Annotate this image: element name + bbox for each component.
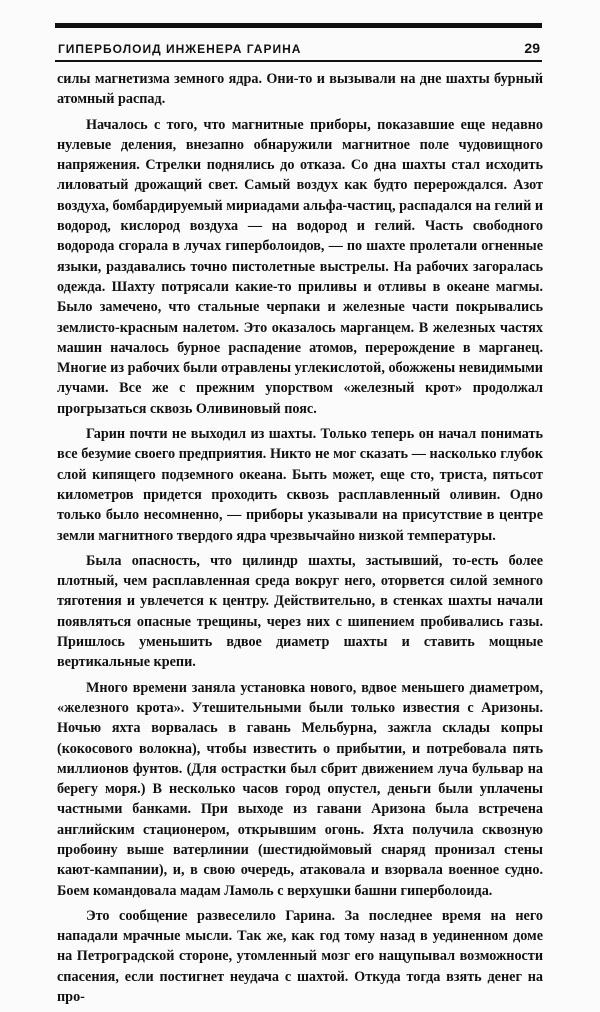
paragraph-6: Это сообщение развеселило Гарина. За последнее время на него нападали мрачные мысли. Так же, как год тому назад в уединенном доме на Петроградской стороне, утомленный мозг его нащупывал возможности спасения, если постигнет неудача с шахтой. Откуда тогда взять денег на про-: [57, 907, 543, 1006]
paragraph-4: Была опасность, что цилиндр шахты, застывший, то-есть более плотный, чем расплавленная среда вокруг него, оторвется силой земного тяготения и увлечется к центру. Действительно, в стенках шахты начали появляться опасные трещины, через них с шипением пробивались газы. Пришлось уменьшить вдвое диаметр шахты и ставить мощные вертикальные крепи.: [57, 552, 543, 671]
body-text: [57, 69, 543, 1012]
page-number: 29: [524, 40, 540, 56]
header-top-rule: [55, 23, 542, 28]
header-bottom-rule: [55, 60, 542, 62]
running-head: [58, 38, 540, 60]
paragraph-1: силы магнетизма земного ядра. Они-то и вызывали на дне шахты бурный атомный распад.: [57, 71, 543, 108]
paragraph-5: Много времени заняла установка нового, вдвое меньшего диаметром, «железного крота». Утешительными были только известия с Аризоны. Ночью яхта ворвалась в гавань Мельбурна, зажгла склады копры (кокосового волокна), чтобы известить о прибытии, и потребовала пять миллионов фунтов. (Для острастки был сбрит движением луча бульвар на берегу моря.) В несколько часов город опустел, деньги были уплачены частными банками. При выходе из гавани Аризона была встречена английским стационером, открывшим огонь. Яхта получила сквозную пробоину выше ватерлинии (шестидюймовый снаряд пронизал стены кают-кампании), и, в свою очередь, атаковала и взорвала военное судно. Боем командовала мадам Ламоль с верхушки башни гиперболоида.: [57, 679, 543, 899]
paragraph-3: Гарин почти не выходил из шахты. Только теперь он начал понимать все безумие своего предприятия. Никто не мог сказать — насколько глубок слой кипящего подземного океана. Быть может, еще сто, триста, пятьсот километров придется проходить сквозь расплавленный оливин. Одно только было несомненно, — приборы указывали на присутствие в центре земли магнитного твердого ядра чрезвычайно низкой температуры.: [57, 426, 543, 544]
running-title: ГИПЕРБОЛОИД ИНЖЕНЕРА ГАРИНА: [58, 42, 302, 56]
paragraph-2: Началось с того, что магнитные приборы, показавшие еще недавно нулевые деления, внезапно обнаружили магнитное поле чудовищного напряжения. Стрелки поднялись до отказа. Со дна шахты стал исходить лиловатый дрожащий свет. Самый воздух как будто перерождался. Азот воздуха, бомбардируемый мириадами альфа-частиц, распадался на гелий и водород, кислород воздуха — на водород и гелий. Часть свободного водорода сгорала в лучах гиперболоидов, — по шахте пролетали огненные языки, раздавались точно пистолетные выстрелы. На рабочих загоралась одежда. Шахту потрясали какие-то приливы и отливы в океане магмы. Было замечено, что стальные черпаки и железные части покрывались землисто-красным налетом. Это оказалось марганцем. В железных частях машин началось бурное распадение атомов, перерождение в марганец. Многие из рабочих были отравлены углекислотой, обожжены невидимыми лучами. Все же с прежним упорством «железный крот» продолжал прогрызаться сквозь Оливиновый пояс.: [57, 116, 543, 417]
